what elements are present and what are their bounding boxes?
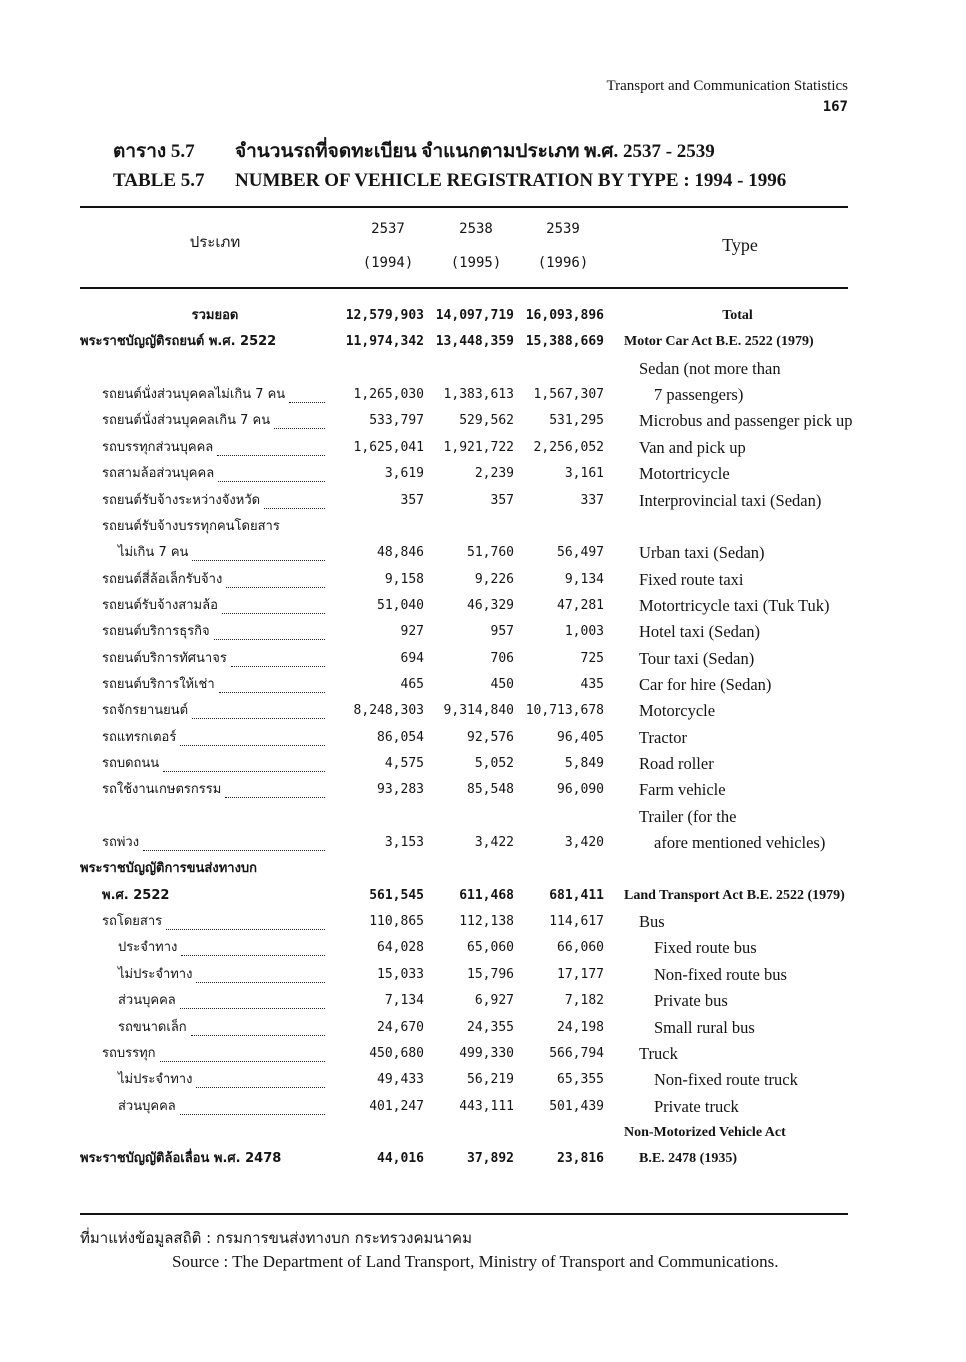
row-label-english: Total	[722, 308, 753, 323]
table-row	[0, 804, 966, 830]
row-label-english: B.E. 2478 (1935)	[639, 1151, 737, 1167]
row-label-thai: รถโดยสาร	[102, 914, 163, 930]
table-row	[0, 1067, 966, 1093]
value-year-3: 681,411	[549, 887, 604, 903]
table-row	[0, 751, 966, 777]
row-label-english: Non-Motorized Vehicle Act	[624, 1124, 786, 1140]
value-year-1: 110,865	[369, 914, 424, 930]
table-row	[0, 830, 966, 856]
value-year-2: 706	[490, 650, 514, 666]
row-label-english: Tractor	[639, 727, 687, 747]
value-year-3: 9,134	[564, 571, 604, 587]
value-year-3: 15,388,669	[525, 334, 604, 350]
value-year-1: 48,846	[377, 545, 424, 561]
row-label-thai: รถยนต์นั่งส่วนบุคคลเกิน 7 คน	[102, 413, 271, 429]
value-year-1: 3,619	[384, 466, 424, 482]
row-label-thai: รถยนต์สี่ล้อเล็กรับจ้าง	[102, 571, 223, 587]
value-year-1: 694	[400, 650, 424, 666]
value-year-2: 65,060	[467, 940, 514, 956]
header-bottom-rule	[80, 287, 848, 289]
table-row	[0, 672, 966, 698]
row-label-english: Tour taxi (Sedan)	[639, 648, 755, 668]
value-year-2: 3,422	[474, 835, 514, 850]
table-row	[0, 777, 966, 803]
table-row	[0, 1120, 966, 1146]
column-header-english-type: Type	[722, 235, 758, 255]
row-label-thai: รถสามล้อส่วนบุคคล	[102, 466, 215, 482]
value-year-1: 44,016	[377, 1151, 424, 1167]
value-year-3: 725	[580, 650, 604, 666]
value-year-3: 435	[580, 676, 604, 692]
value-year-3: 531,295	[549, 413, 604, 429]
table-row	[0, 909, 966, 935]
row-label-thai: ส่วนบุคคล	[118, 993, 176, 1009]
dot-leader	[180, 730, 325, 746]
value-year-2: 24,355	[467, 1019, 514, 1035]
value-year-1: 1,265,030	[353, 387, 424, 403]
row-label-english: afore mentioned vehicles)	[654, 833, 826, 852]
table-row	[0, 514, 966, 540]
table-row	[0, 856, 966, 882]
row-label-english: Hotel taxi (Sedan)	[639, 622, 760, 642]
row-label-english: 7 passengers)	[654, 385, 744, 405]
column-header-year-ce-2: (1995)	[450, 255, 502, 271]
value-year-2: 1,383,613	[443, 387, 514, 403]
value-year-3: 1,567,307	[533, 387, 604, 403]
value-year-2: 2,239	[474, 466, 514, 482]
row-label-english: Fixed route bus	[654, 938, 757, 958]
dot-leader	[264, 493, 325, 509]
table-title-english	[113, 168, 786, 194]
table-row	[0, 435, 966, 461]
value-year-3: 16,093,896	[525, 308, 604, 323]
value-year-2: 6,927	[474, 993, 514, 1009]
value-year-3: 23,816	[557, 1151, 604, 1167]
row-label-thai: รถแทรกเตอร์	[102, 729, 177, 745]
dot-leader	[163, 756, 325, 772]
dot-leader	[219, 677, 325, 693]
value-year-2: 56,219	[467, 1072, 514, 1088]
value-year-3: 96,405	[557, 729, 604, 745]
row-label-thai: พระราชบัญญัติรถยนต์ พ.ศ. 2522	[80, 334, 277, 350]
table-row	[0, 488, 966, 514]
dot-leader	[160, 1046, 325, 1062]
value-year-2: 92,576	[467, 729, 514, 745]
value-year-2: 37,892	[467, 1151, 514, 1167]
value-year-2: 957	[490, 624, 514, 640]
table-row	[0, 962, 966, 988]
row-label-english: Private bus	[654, 991, 728, 1011]
dot-leader	[196, 967, 325, 983]
row-label-thai: พ.ศ. 2522	[102, 887, 170, 903]
column-header-year-ce-1: (1994)	[362, 255, 414, 271]
value-year-1: 24,670	[377, 1019, 424, 1035]
table-bottom-rule	[80, 1213, 848, 1215]
row-label-english: Farm vehicle	[639, 780, 726, 800]
row-label-english: Motortricycle taxi (Tuk Tuk)	[639, 595, 830, 615]
row-label-thai: รวมยอด	[191, 308, 239, 323]
column-header-thai-type: ประเภท	[189, 233, 241, 251]
dot-leader	[143, 835, 325, 851]
row-label-english: Land Transport Act B.E. 2522 (1979)	[624, 887, 845, 903]
row-label-english: Road roller	[639, 754, 714, 773]
dot-leader	[226, 572, 325, 588]
value-year-2: 1,921,722	[443, 439, 514, 455]
value-year-2: 5,052	[474, 756, 514, 771]
row-label-english: Trailer (for the	[639, 806, 737, 826]
value-year-3: 5,849	[564, 756, 604, 771]
dot-leader	[166, 914, 325, 930]
value-year-1: 4,575	[384, 756, 424, 771]
value-year-1: 1,625,041	[353, 439, 424, 455]
value-year-1: 15,033	[377, 966, 424, 982]
source-note-english: Source : The Department of Land Transport, Ministry of Transport and Communications.	[172, 1252, 779, 1271]
table-row	[0, 356, 966, 382]
table-row	[0, 1094, 966, 1120]
value-year-3: 566,794	[549, 1045, 604, 1061]
table-row	[0, 646, 966, 672]
dot-leader	[225, 782, 325, 798]
row-label-english: Interprovincial taxi (Sedan)	[639, 490, 822, 510]
row-label-english: Sedan (not more than	[639, 358, 781, 378]
value-year-3: 47,281	[557, 597, 604, 613]
table-row	[0, 619, 966, 645]
value-year-1: 9,158	[384, 571, 424, 587]
row-label-thai: รถจักรยานยนต์	[102, 703, 189, 719]
table-row	[0, 725, 966, 751]
page-number: 167	[822, 99, 848, 115]
table-row	[0, 1146, 966, 1172]
row-label-thai: รถบรรทุกส่วนบุคคล	[102, 439, 214, 455]
value-year-1: 12,579,903	[345, 308, 424, 323]
table-row	[0, 1041, 966, 1067]
value-year-1: 7,134	[384, 993, 424, 1009]
table-row	[0, 408, 966, 434]
row-label-thai: ไม่เกิน 7 คน	[118, 545, 189, 561]
value-year-3: 337	[580, 492, 604, 508]
column-header-year-ce-3: (1996)	[537, 255, 589, 271]
row-label-english: Urban taxi (Sedan)	[639, 543, 765, 563]
table-row	[0, 1015, 966, 1041]
table-title-english-text: NUMBER OF VEHICLE REGISTRATION BY TYPE : 1994 - 1996	[235, 170, 787, 191]
row-label-thai: พระราชบัญญัติการขนส่งทางบก	[80, 861, 258, 877]
value-year-3: 114,617	[549, 914, 604, 930]
row-label-thai: รถยนต์บริการธุรกิจ	[102, 624, 210, 640]
table-title-thai	[113, 139, 715, 165]
row-label-english: Non-fixed route bus	[654, 964, 787, 984]
value-year-1: 561,545	[369, 887, 424, 903]
row-label-thai: พระราชบัญญัติล้อเลื่อน พ.ศ. 2478	[80, 1151, 282, 1167]
table-top-rule	[80, 206, 848, 208]
dot-leader	[192, 545, 325, 561]
value-year-1: 3,153	[384, 835, 424, 850]
row-label-english: Private truck	[654, 1096, 739, 1116]
value-year-1: 11,974,342	[345, 334, 424, 350]
value-year-2: 14,097,719	[435, 308, 514, 323]
value-year-1: 64,028	[377, 940, 424, 956]
value-year-1: 8,248,303	[353, 703, 424, 719]
dot-leader	[196, 1072, 325, 1088]
value-year-1: 533,797	[369, 413, 424, 429]
row-label-english: Motorcycle	[639, 701, 716, 721]
source-note-thai: ที่มาแห่งข้อมูลสถิติ : กรมการขนส่งทางบก กระทรวงคมนาคม	[80, 1229, 472, 1247]
value-year-1: 93,283	[377, 782, 424, 798]
dot-leader	[214, 624, 325, 640]
table-code-english: TABLE 5.7	[113, 170, 205, 191]
dot-leader	[222, 598, 325, 614]
dot-leader	[231, 651, 325, 667]
row-label-thai: รถยนต์บริการให้เช่า	[102, 676, 215, 692]
value-year-3: 1,003	[564, 624, 604, 640]
value-year-1: 465	[400, 676, 424, 692]
table-row	[0, 329, 966, 355]
value-year-1: 401,247	[369, 1098, 424, 1114]
row-label-english: Motortricycle	[639, 464, 730, 484]
value-year-3: 17,177	[557, 966, 604, 982]
table-row	[0, 883, 966, 909]
table-row	[0, 593, 966, 619]
table-row	[0, 567, 966, 593]
value-year-2: 9,226	[474, 571, 514, 587]
row-label-thai: รถยนต์รับจ้างบรรทุกคนโดยสาร	[102, 518, 280, 534]
row-label-thai: รถใช้งานเกษตรกรรม	[102, 782, 222, 798]
column-header-year-be-1: 2537	[371, 221, 405, 237]
column-header-year-be-2: 2538	[459, 221, 493, 237]
dot-leader	[180, 1099, 325, 1115]
value-year-2: 9,314,840	[443, 703, 514, 719]
row-label-thai: ไม่ประจำทาง	[118, 1072, 193, 1088]
table-row	[0, 382, 966, 408]
row-label-thai: รถบรรทุก	[102, 1045, 156, 1061]
value-year-2: 51,760	[467, 545, 514, 561]
value-year-2: 499,330	[459, 1045, 514, 1061]
dot-leader	[181, 940, 325, 956]
value-year-3: 501,439	[549, 1098, 604, 1114]
value-year-3: 24,198	[557, 1019, 604, 1035]
row-label-thai: รถยนต์บริการทัศนาจร	[102, 650, 227, 666]
row-label-english: Microbus and passenger pick up	[639, 411, 853, 431]
value-year-3: 7,182	[564, 993, 604, 1009]
row-label-thai: รถพ่วง	[102, 835, 140, 850]
value-year-3: 10,713,678	[525, 703, 604, 719]
table-row	[0, 540, 966, 566]
row-label-english: Fixed route taxi	[639, 569, 744, 589]
row-label-english: Small rural bus	[654, 1017, 755, 1037]
dot-leader	[180, 993, 325, 1009]
value-year-2: 611,468	[459, 887, 514, 903]
row-label-thai: รถบดถนน	[102, 756, 160, 771]
value-year-3: 66,060	[557, 940, 604, 956]
value-year-2: 443,111	[459, 1098, 514, 1114]
row-label-thai: รถขนาดเล็ก	[118, 1019, 187, 1035]
row-label-english: Van and pick up	[639, 437, 746, 457]
table-code-thai: ตาราง 5.7	[113, 141, 195, 162]
table-row-total	[0, 303, 966, 329]
value-year-1: 49,433	[377, 1072, 424, 1088]
value-year-1: 357	[400, 492, 424, 508]
value-year-2: 13,448,359	[435, 334, 514, 350]
dot-leader	[274, 413, 325, 429]
row-label-english: Motor Car Act B.E. 2522 (1979)	[624, 334, 814, 350]
dot-leader	[217, 440, 325, 456]
row-label-thai: ประจำทาง	[118, 940, 178, 956]
row-label-thai: ไม่ประจำทาง	[118, 966, 193, 982]
dot-leader	[289, 387, 325, 403]
value-year-1: 86,054	[377, 729, 424, 745]
dot-leader	[192, 703, 325, 719]
row-label-english: Truck	[639, 1043, 678, 1063]
value-year-2: 112,138	[459, 914, 514, 930]
value-year-2: 15,796	[467, 966, 514, 982]
dot-leader	[218, 466, 325, 482]
value-year-2: 46,329	[467, 597, 514, 613]
value-year-2: 85,548	[467, 782, 514, 798]
dot-leader	[191, 1020, 325, 1036]
row-label-english: Car for hire (Sedan)	[639, 674, 772, 694]
value-year-3: 3,420	[564, 835, 604, 850]
value-year-1: 51,040	[377, 597, 424, 613]
table-title-thai-text: จำนวนรถที่จดทะเบียน จำแนกตามประเภท พ.ศ. 2537 - 2539	[235, 141, 715, 162]
column-header-year-be-3: 2539	[546, 221, 580, 237]
table-row	[0, 698, 966, 724]
running-title: Transport and Communication Statistics	[606, 78, 848, 94]
table-row	[0, 461, 966, 487]
row-label-thai: รถยนต์นั่งส่วนบุคคลไม่เกิน 7 คน	[102, 387, 286, 403]
value-year-3: 65,355	[557, 1072, 604, 1088]
row-label-english: Non-fixed route truck	[654, 1070, 798, 1090]
row-label-thai: รถยนต์รับจ้างระหว่างจังหวัด	[102, 492, 261, 508]
value-year-1: 927	[400, 624, 424, 640]
value-year-3: 96,090	[557, 782, 604, 798]
row-label-english: Bus	[639, 912, 665, 932]
value-year-2: 529,562	[459, 413, 514, 429]
value-year-3: 56,497	[557, 545, 604, 561]
table-row	[0, 988, 966, 1014]
value-year-2: 357	[490, 492, 514, 508]
value-year-1: 450,680	[369, 1045, 424, 1061]
value-year-3: 3,161	[564, 466, 604, 482]
value-year-3: 2,256,052	[533, 439, 604, 455]
row-label-thai: รถยนต์รับจ้างสามล้อ	[102, 597, 218, 613]
value-year-2: 450	[490, 676, 514, 692]
row-label-thai: ส่วนบุคคล	[118, 1098, 176, 1114]
table-row	[0, 935, 966, 961]
